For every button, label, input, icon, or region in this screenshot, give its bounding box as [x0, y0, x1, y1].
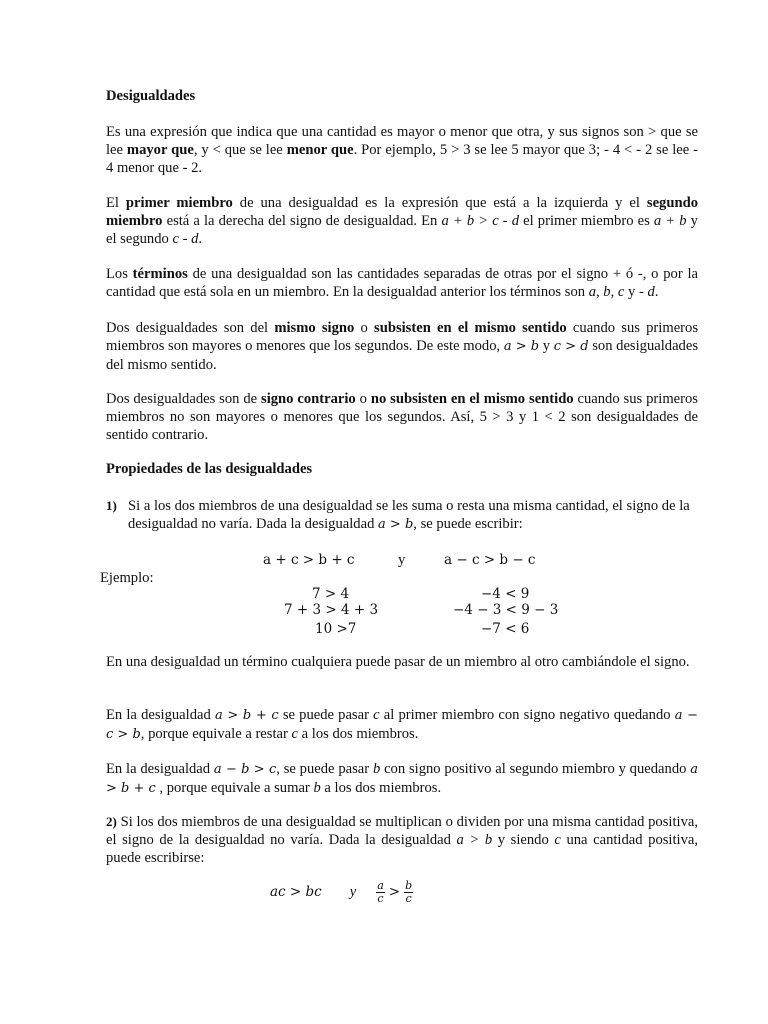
text: son desigualdades del mismo sentido.: [106, 338, 699, 373]
math-expr: a > b + c: [214, 708, 279, 723]
text: y -: [624, 284, 648, 300]
paragraph-mismo-signo: [106, 319, 698, 374]
text: o: [355, 391, 371, 407]
math-expr: a − c > b: [106, 708, 699, 742]
example-label: Ejemplo:: [100, 570, 154, 586]
list-number: 2): [106, 814, 117, 829]
example-left-1: 7 > 4: [312, 586, 350, 602]
formula-multiply: [270, 880, 413, 905]
text: , y < que se lee: [193, 142, 287, 158]
italic-var: c: [554, 832, 561, 848]
paragraph-terminos: [106, 265, 698, 301]
bold-term: términos: [132, 266, 188, 282]
text: de una desigualdad es la expresión que está a la izquierda y el: [232, 195, 647, 211]
bold-term: mismo signo: [274, 320, 355, 336]
text: con signo positivo al segundo miembro y quedando: [380, 761, 691, 777]
italic-var: c: [617, 284, 625, 300]
example-right-1: −4 < 9: [481, 586, 530, 602]
math-expr: a − b > c: [213, 762, 277, 777]
text: al primer miembro con signo negativo quedando: [379, 707, 675, 723]
paragraph-definition: [106, 123, 698, 177]
italic-expr: a + b > c - d: [441, 213, 520, 229]
text: cuando sus primeros miembros son mayores o menores que los segundos. De este modo,: [106, 320, 699, 354]
text: Los: [106, 266, 133, 282]
formula-y: y: [349, 884, 357, 901]
text: ,: [610, 284, 618, 300]
italic-expr: c - d: [172, 231, 199, 247]
text: y: [539, 338, 554, 354]
bold-term: menor que: [286, 142, 354, 158]
text: , se puede pasar: [276, 761, 373, 777]
text: se puede pasar: [278, 707, 374, 723]
property-2: [106, 813, 698, 867]
fraction-a-over-c: [376, 880, 385, 905]
bold-term: no subsisten en el mismo sentido: [370, 391, 574, 407]
italic-var: c: [291, 726, 298, 742]
italic-var: a: [588, 284, 596, 300]
italic-expr: a > b: [456, 832, 493, 848]
paragraph-ejemplo-sumar: [106, 760, 698, 798]
paragraph-miembros: [106, 194, 698, 248]
text: el primer miembro es: [519, 213, 654, 229]
text: y siendo: [492, 832, 555, 848]
text: , se puede escribir:: [413, 516, 523, 532]
greater-than-sign: >: [388, 884, 401, 901]
text: y el segundo: [106, 213, 698, 247]
formula-sum-left: a + c > b + c: [263, 552, 355, 568]
text: Es una expresión que indica que una cantidad es mayor o menor que otra, y sus signos son > que se lee: [106, 124, 698, 158]
text: , porque equivale a restar: [140, 726, 292, 742]
text: ,: [595, 284, 604, 300]
text: Dos desigualdades son del: [106, 320, 275, 336]
paragraph-ejemplo-restar: [106, 706, 698, 744]
formula-product: ac > bc: [270, 884, 322, 901]
italic-var: d: [647, 284, 655, 300]
italic-var: b: [313, 780, 321, 796]
bold-term: mayor que: [126, 142, 194, 158]
numerator: a: [377, 879, 384, 892]
text: de una desigualdad son las cantidades separadas de otras por el signo + ó -, o por la cantidad que está sola en un miembro. En la desigualdad anterior los términos son: [106, 266, 699, 300]
example-right-3: −7 < 6: [481, 621, 530, 637]
italic-var: b: [603, 284, 611, 300]
italic-var: b: [372, 761, 381, 777]
bold-term: primer miembro: [125, 195, 233, 211]
denominator: c: [377, 892, 384, 905]
math-expr: a > b: [378, 517, 414, 532]
bold-term: signo contrario: [261, 391, 356, 407]
page-title: Desigualdades: [106, 88, 196, 104]
numerator: b: [405, 879, 413, 892]
denominator: c: [405, 892, 412, 905]
text: Si a los dos miembros de una desigualdad se les suma o resta una misma cantidad, el signo de la desigualdad no varía. Dada la desigualdad: [128, 498, 690, 532]
example-left-3: 10 >7: [315, 621, 357, 637]
text: En la desigualdad: [106, 707, 215, 723]
bold-term: segundo miembro: [106, 195, 698, 229]
italic-var: c: [373, 707, 380, 723]
text: a los dos miembros.: [297, 726, 419, 742]
formula-sum-right: a − c > b − c: [444, 552, 536, 568]
property-1: [106, 497, 698, 534]
text: , porque equivale a sumar: [155, 780, 314, 796]
paragraph-signo-contrario: [106, 390, 698, 444]
formula-y: y: [398, 552, 406, 568]
text: .: [198, 231, 203, 247]
text: . Por ejemplo, 5 > 3 se lee 5 mayor que 3; - 4 < - 2 se lee - 4 menor que - 2.: [106, 142, 698, 176]
text: .: [654, 284, 659, 300]
text: Dos desigualdades son de: [106, 391, 262, 407]
example-right-2: −4 − 3 < 9 − 3: [453, 602, 559, 618]
text: Si los dos miembros de una desigualdad se multiplican o dividen por una misma cantidad positiva, el signo de la desigualdad no varía. Dada la desigualdad: [106, 814, 698, 848]
text: una cantidad positiva, puede escribirse:: [106, 832, 699, 866]
italic-expr: a + b: [653, 213, 687, 229]
fraction-b-over-c: [404, 880, 413, 905]
text: cuando sus primeros miembros no son mayores o menores que los segundos. Así, 5 > 3 y 1 < 2 son desigualdades de sentido contrario.: [106, 391, 698, 443]
list-number: 1): [106, 498, 117, 513]
math-expr: a > b: [503, 339, 540, 354]
text: o: [354, 320, 375, 336]
section-heading: Propiedades de las desigualdades: [106, 461, 313, 477]
math-expr: c > d: [553, 339, 589, 354]
text: En la desigualdad: [106, 761, 214, 777]
example-left-2: 7 + 3 > 4 + 3: [284, 602, 379, 618]
bold-term: subsisten en el mismo sentido: [374, 320, 567, 336]
text: está a la derecha del signo de desigualdad. En: [162, 213, 442, 229]
property-1-text: [106, 497, 698, 534]
paragraph-transposicion: En una desigualdad un término cualquiera puede pasar de un miembro al otro cambiándole el signo.: [106, 654, 690, 670]
text: a los dos miembros.: [320, 780, 442, 796]
text: El: [106, 195, 126, 211]
math-expr: a > b + c: [106, 762, 698, 796]
